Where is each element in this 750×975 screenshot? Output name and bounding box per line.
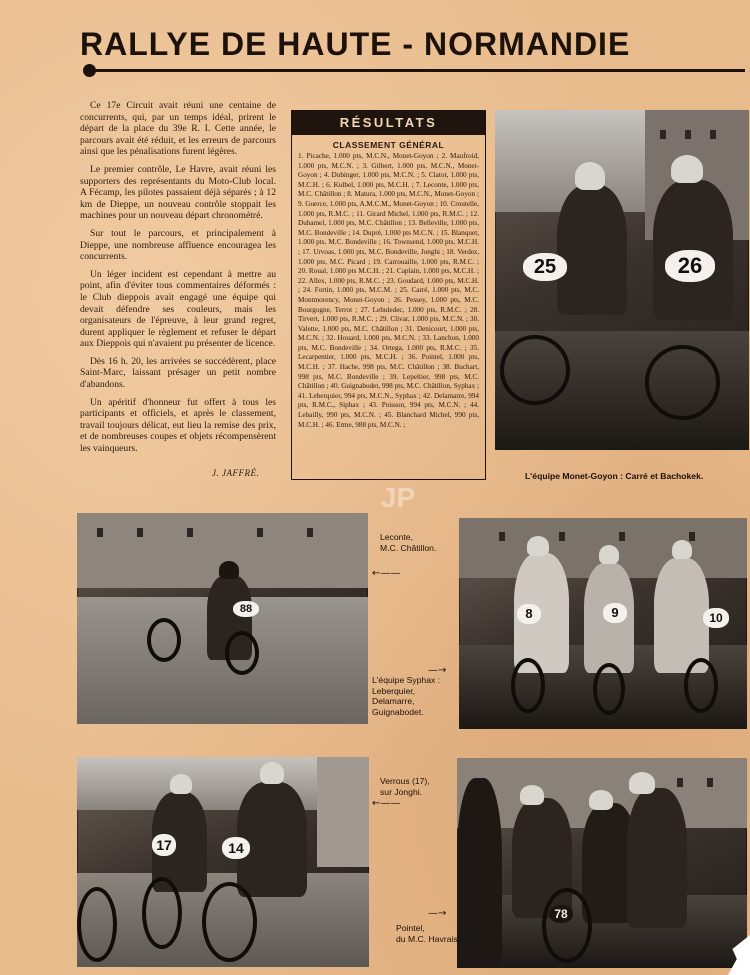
results-subheading: CLASSEMENT GÉNÉRAL bbox=[332, 140, 445, 150]
title-rule bbox=[93, 69, 745, 72]
photo-window bbox=[677, 778, 683, 787]
photo-window bbox=[307, 528, 313, 537]
photo-building bbox=[317, 757, 369, 867]
spectator bbox=[457, 778, 502, 968]
race-number-plate: 26 bbox=[665, 250, 715, 282]
motorcycle-wheel bbox=[511, 658, 545, 713]
rider-helmet bbox=[170, 774, 192, 794]
photo-leconte bbox=[77, 513, 368, 724]
arrow-right-icon: —→ bbox=[428, 908, 447, 919]
rider-helmet bbox=[589, 790, 613, 810]
photo-window bbox=[689, 532, 695, 541]
motorcycle-wheel bbox=[77, 887, 117, 962]
photo-window bbox=[137, 528, 143, 537]
rider-helmet bbox=[672, 540, 692, 559]
photo-syphax-team bbox=[459, 518, 747, 729]
rider-helmet bbox=[219, 561, 239, 579]
caption-line: Pointel, bbox=[396, 923, 425, 933]
photo-window bbox=[710, 130, 716, 139]
race-number-plate: 17 bbox=[152, 834, 176, 856]
motorcycle-wheel bbox=[542, 888, 592, 963]
article-text bbox=[80, 100, 276, 461]
photo-window bbox=[257, 528, 263, 537]
photo-window bbox=[660, 130, 666, 139]
rider-helmet bbox=[575, 162, 605, 190]
photo-pointel bbox=[457, 758, 747, 968]
rider-helmet bbox=[520, 785, 544, 805]
race-number-plate: 8 bbox=[517, 604, 541, 624]
arrow-left-icon: ←—— bbox=[372, 798, 401, 809]
results-box bbox=[291, 110, 486, 480]
photo-window bbox=[187, 528, 193, 537]
rider-helmet bbox=[599, 545, 619, 564]
photo-caption-pointel bbox=[396, 923, 460, 944]
arrow-left-icon: ←—— bbox=[372, 568, 401, 579]
motorcycle-wheel bbox=[500, 335, 570, 405]
motorcycle-wheel bbox=[142, 877, 182, 949]
results-heading: RÉSULTATS bbox=[292, 111, 485, 135]
motorcycle-wheel bbox=[593, 663, 625, 715]
author-signature: J. JAFFRÉ. bbox=[212, 468, 260, 478]
rider bbox=[627, 788, 687, 928]
rider-helmet bbox=[629, 772, 655, 794]
caption-line: Leberquier, bbox=[372, 685, 416, 696]
race-number-plate: 14 bbox=[222, 837, 250, 859]
photo-caption-syphax bbox=[372, 675, 440, 717]
photo-window bbox=[97, 528, 103, 537]
page-title: RALLYE DE HAUTE - NORMANDIE bbox=[80, 26, 631, 62]
caption-line: Guignabodet. bbox=[372, 706, 424, 717]
photo-window bbox=[707, 778, 713, 787]
photo-caption: L'équipe Monet-Goyon : Carré et Bachokek. bbox=[525, 471, 704, 481]
photo-window bbox=[499, 532, 505, 541]
motorcycle-wheel bbox=[645, 345, 720, 420]
race-number-plate: 88 bbox=[233, 601, 259, 617]
caption-line: Leconte, bbox=[380, 532, 413, 542]
caption-line: du M.C. Havrais. bbox=[396, 933, 460, 944]
caption-line: sur Jonghi. bbox=[380, 786, 423, 797]
sidecar-wheel bbox=[147, 618, 181, 662]
photo-caption-verrous bbox=[380, 776, 430, 797]
rider bbox=[237, 782, 307, 897]
race-number-plate: 9 bbox=[603, 603, 627, 623]
article-paragraph: Un apéritif d'honneur fut offert à tous les participants et officiels, et après le classement, travail toujours délicat, eut lieu la remise des prix, et de nombreuses coupes et objets récompensèrent les vainqueurs. bbox=[80, 396, 276, 455]
arrow-right-icon: —→ bbox=[428, 665, 447, 676]
article-paragraph: Ce 17e Circuit avait réuni une centaine de concurrents, qui, par un temps idéal, prirent le départ de la place du 39e R. I. Cette année, le parcours avait été réduit, et les erreurs de parcours ainsi que les pénalisations furent légères. bbox=[80, 100, 276, 158]
rider-helmet bbox=[527, 536, 549, 556]
photo-monet-goyon-team bbox=[495, 110, 749, 450]
rider-helmet bbox=[671, 155, 703, 183]
race-number-plate: 25 bbox=[523, 253, 567, 281]
motorcycle-wheel bbox=[225, 631, 259, 675]
photo-window bbox=[619, 532, 625, 541]
photo-caption-leconte bbox=[380, 532, 436, 553]
article-paragraph: Le premier contrôle, Le Havre, avait réuni les supporters des représentants du Moto-Club local. A Fécamp, les pilotes passaient déjà séparés ; à 12 km de Dieppe, un nouveau contrôle stoppait les machines pour un nouveau départ chronométré. bbox=[80, 163, 276, 222]
rider bbox=[557, 185, 627, 315]
article-paragraph: Sur tout le parcours, et principalement à Dieppe, une nombreuse affluence encourageа les concurrents. bbox=[80, 227, 276, 263]
caption-line: Delamarre, bbox=[372, 696, 415, 706]
results-list: 1. Picache, 1.000 pts, M.C.N., Monet-Goyon ; 2. Maufroid, 1.000 pts, M.C.N. ; 3. Gilbert, 1.000 pts, M.C.N., Monet-Goyon ; 4. Dubinger, 1.000 pts, M.C.N. ; 5. Clatot, 1.000 pts, M.C.H. ; 6. Kulbel, 1.000 pts, M.C.H. ; 7. Leconte, 1.000 pts, M.C. Châtillon ; 8. Matura, 1.000 pts, M.C.N., Monet-Goyon ; 9. Guerce, 1.000 pts, A.M.C.M., Monet-Goyon ; 10. Croutelle, 1.000 pts, R.M.C. ; 11. Girard Michel, 1.000 pts, R.M.C. ; 12. Duhamel, 1.000 pts, M.C. Châtillon ; 13. Belleville, 1.000 pts, M.C. Bondeville ; 14. Dupré, 1.000 pts M.C.N. ; 15. Blanquet, 1.000 pts, M.C. Bondeville ; 16. Townsend, 1.000 pts, M.C.H. ; 17. Urvoas, 1.000 pts, M.C. Bondeville, Jonghi ; 18. Verdez, 1.000 pts, M.C. Picard ; 19. Carrouaille, 1.000 pts, R.M.C. ; 20. Roual, 1.000 pts M.C.H. ; 21. Caplain, 1.000 pts, M.C.H. ; 22. Allex, 1.000 pts, R.M.C. ; 23. Goudard, 1.000 pts, M.C.H. ; 24. Fortin, 1.000 pts, M.C.M. ; 25. Carré, 1.000 pts, M.C. Montmorency, Monet-Goyon ; 26. Pessey, 1.000 pts, M.C. Bourgogne, Terrot ; 27. Lehuledec, 1.000 pts, R.M.C. ; 28. Tirvert, 1.000 pts, R.M.C. ; 29. Clivar, 1.000 pts, M.C.N. ; 30. Valette, 1.000 pts, M.C. Châtillon ; 31. Denicourt, 1.000 pts, M.C.N. ; 32. Houard, 1.000 pts, M.C.N. ; 33. Lanchon, 1.000 pts, M.C. Bondeville ; 34. Ortega, 1.000 pts, R.M.C. ; 35. Lecarpentier, 1.000 pts, M.C.H. ; 36. Pointel, 1.000 pts, M.C.H. ; 37. Hache, 998 pts, M.C. Châtillon ; 38. Buchart, 998 pts, M.C. Bondeville ; 39. Lepeltier, 998 pts, M.C. Châtillon ; 40. Guignabodet, 998 pts, M.C. Châtillon, Syphax ; 41. Leberquier, 994 pts, M.C.N., Syphax ; 42. Delamarre, 994 pts, R.M.C., Siphax ; 43. Poisson, 994 pts, M.C.N. ; 44. Lebailly, 990 pts, M.C.N. ; 45. Blanchard Michel, 990 pts, M.C.H. ; 46. Erme, 988 pts, M.C.N. ; bbox=[298, 152, 479, 429]
photo-window bbox=[685, 130, 691, 139]
race-number-plate: 10 bbox=[703, 608, 729, 628]
caption-line: L'équipe Syphax : bbox=[372, 675, 441, 685]
rider bbox=[654, 558, 709, 673]
rider-helmet bbox=[260, 762, 284, 784]
motorcycle-wheel bbox=[202, 882, 257, 962]
photo-window bbox=[559, 532, 565, 541]
race-number-plate: 78 bbox=[549, 905, 573, 923]
motorcycle-wheel bbox=[684, 658, 718, 713]
caption-line: Verrous (17), bbox=[380, 776, 430, 786]
caption-line: M.C. Châtillon. bbox=[380, 542, 437, 553]
article-paragraph: Un léger incident est cependant à mettre au point, afin d'éviter tous commentaires déformés : le Club dieppois avait engagé une équipe qui devait défendre ses couleurs, mais les organisateurs de l'épreuve, à leur grand regret, durent appliquer le règlement et refuser le départ aux Dieppois qui n'avaient pu présenter de licence. bbox=[80, 268, 276, 350]
article-paragraph: Dès 16 h. 20, les arrivées se succédèrent, place Saint-Marc, laissant présager un petit nombre d'abandons. bbox=[80, 355, 276, 391]
watermark-logo: JP bbox=[380, 482, 416, 513]
photo-verrous bbox=[77, 757, 369, 967]
